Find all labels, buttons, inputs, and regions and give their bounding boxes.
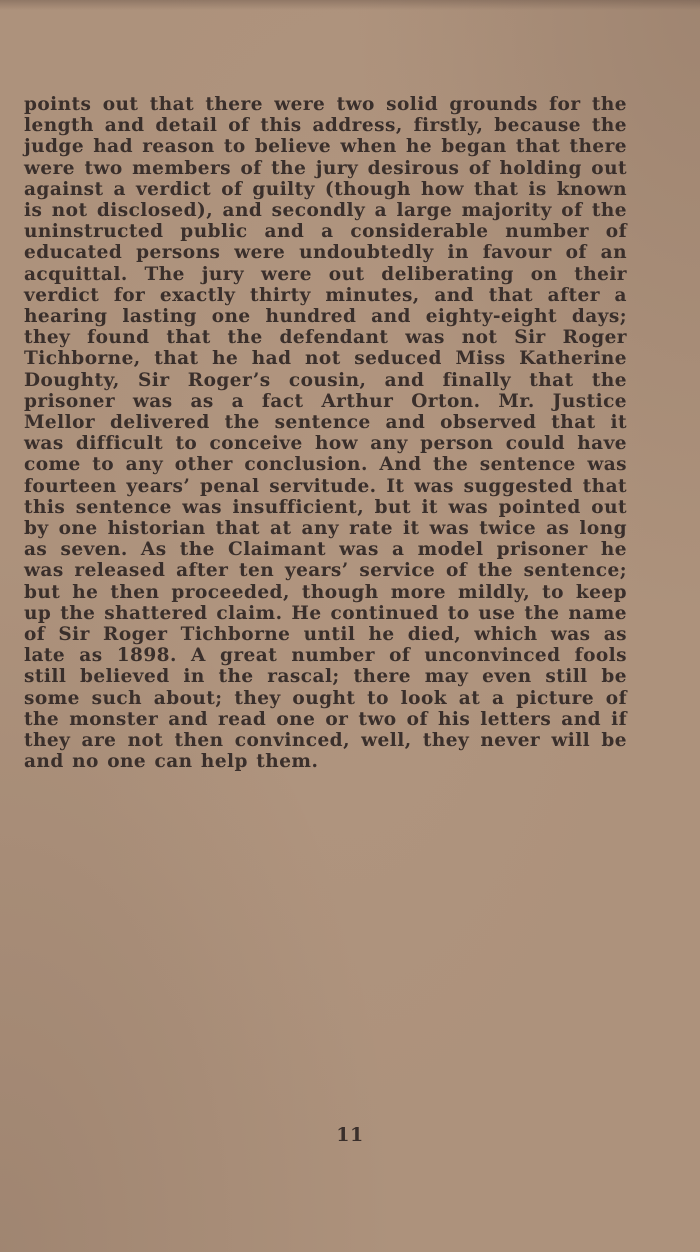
body-paragraph: points out that there were two solid grounds for the length and detail of this address, firstly, because the judge had reason to believe when he began that there were two members of the jury desirous of holding out against a verdict of guilty (though how that is known is not disclosed), and secondly a large majority of the uninstructed public and a considerable number of educated persons were undoubtedly in favour of an acquittal. The jury were out deliberating on their verdict for exactly thirty minutes, and that after a hearing lasting one hundred and eighty-eight days; they found that the defendant was not Sir Roger Tichborne, that he had not seduced Miss Katherine Doughty, Sir Roger’s cousin, and finally that the prisoner was as a fact Arthur Orton. Mr. Justice Mellor delivered the sentence and observed that it was difficult to conceive how any person could have come to any other conclusion. And the sentence was fourteen years’ penal servitude. It was suggested that this sentence was insufficient, but it was pointed out by one historian that at any rate it was twice as long as seven. As the Claimant was a model prisoner he was released after ten years’ service of the sentence; but he then proceeded, though more mildly, to keep up the shattered claim. He continued to use the name of Sir Roger Tichborne until he died, which was as late as 1898. A great number of unconvinced fools still believed in the rascal; there may even still be some such about; they ought to look at a picture of the monster and read one or two of his letters and if they are not then convinced, well, they never will be and no one can help them. [24,94,627,773]
page-number: 11 [336,1124,364,1146]
page-top-edge [0,0,700,10]
